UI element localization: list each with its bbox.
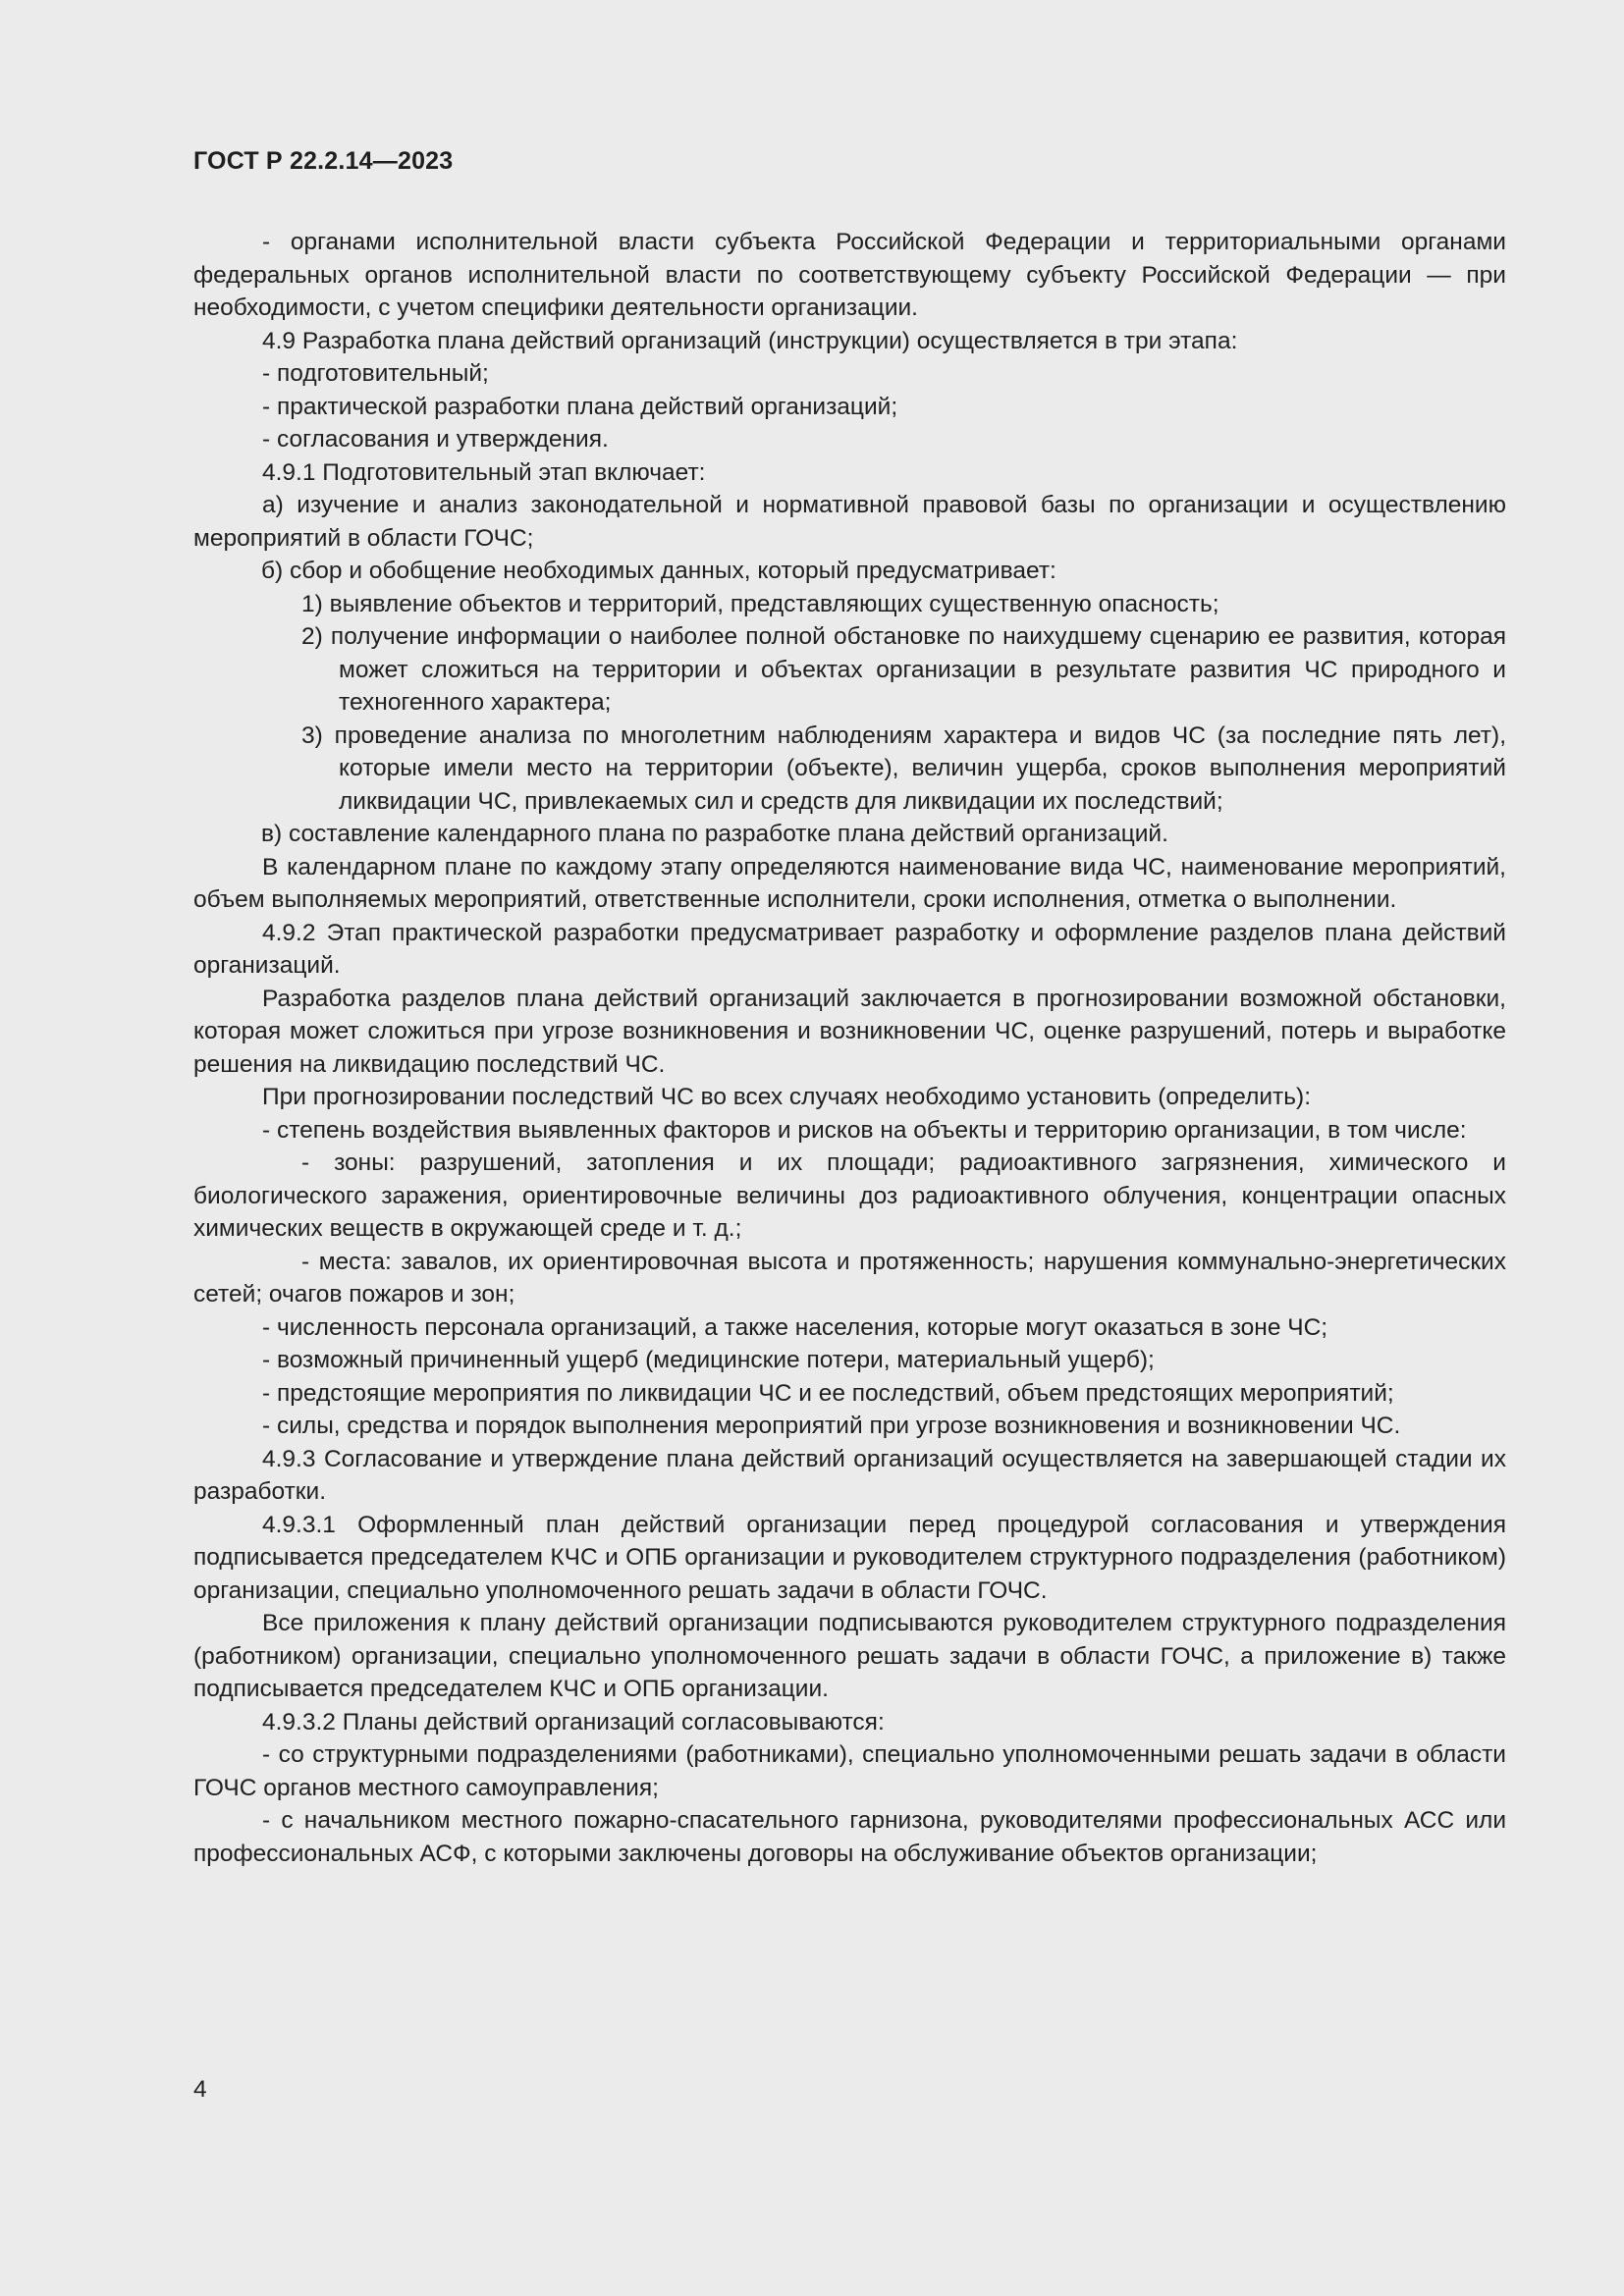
list-item: в) составление календарного плана по разработке плана действий организаций. xyxy=(261,821,1168,847)
list-item: б) сбор и обобщение необходимых данных, который предусматривает: xyxy=(261,558,1056,584)
paragraph: При прогнозировании последствий ЧС во всех случаях необходимо установить (определить): xyxy=(262,1084,1312,1110)
paragraph: Все приложения к плану действий организации подписываются руководителем структурного подразделения (работником) организации, специально уполномоченного решать задачи в области ГОЧС, а приложение в) также подписывается председателем КЧС и ОПБ организации. xyxy=(193,1610,1506,1702)
section-heading: 4.9 Разработка плана действий организаций (инструкции) осуществляется в три этапа: xyxy=(262,327,1238,354)
document-header: ГОСТ Р 22.2.14—2023 xyxy=(193,147,454,175)
list-item: - согласования и утверждения. xyxy=(262,426,609,453)
section-heading: 4.9.1 Подготовительный этап включает: xyxy=(262,458,706,486)
list-item: - степень воздействия выявленных факторов и рисков на объекты и территорию организации, в том числе: xyxy=(262,1116,1467,1144)
list-item: 3) проведение анализа по многолетним наблюдениям характера и видов ЧС (за последние пять лет), которые имели место на территории (объекте), величин ущерба, сроков выполнения мероприятий ликвидации ЧС, привлекаемых сил и средств для ликвидации их последствий; xyxy=(301,721,1506,815)
list-item: - численность персонала организаций, а также населения, которые могут оказаться в зоне ЧС; xyxy=(262,1313,1328,1341)
page-number: 4 xyxy=(193,2076,207,2103)
list-item: 2) получение информации о наиболее полной обстановке по наихудшему сценарию ее развития, которая может сложиться на территории и объектах организации в результате развития ЧС природного и техногенного характера; xyxy=(301,623,1506,716)
list-item: - места: завалов, их ориентировочная высота и протяженность; нарушения коммунально-энергетических сетей; очагов пожаров и зон; xyxy=(193,1248,1506,1308)
section-heading: 4.9.3.2 Планы действий организаций согласовываются: xyxy=(262,1708,885,1735)
paragraph: Разработка разделов плана действий организаций заключается в прогнозировании возможной обстановки, которая может сложиться при угрозе возникновения и возникновении ЧС, оценке разрушений, потерь и выработке решения на ликвидацию последствий ЧС. xyxy=(193,985,1506,1078)
list-item: - практической разработки плана действий организаций; xyxy=(262,393,898,420)
list-item: - с начальником местного пожарно-спасательного гарнизона, руководителями профессиональных АСС или профессиональных АСФ, с которыми заключены договоры на обслуживание объектов организации; xyxy=(193,1807,1506,1867)
list-item: а) изучение и анализ законодательной и нормативной правовой базы по организации и осуществлению мероприятий в области ГОЧС; xyxy=(193,492,1506,552)
paragraph: В календарном плане по каждому этапу определяются наименование вида ЧС, наименование мероприятий, объем выполняемых мероприятий, ответственные исполнители, сроки исполнения, отметка о выполнении. xyxy=(193,853,1506,913)
list-item: - со структурными подразделениями (работниками), специально уполномоченными решать задачи в области ГОЧС органов местного самоуправления; xyxy=(193,1741,1506,1801)
paragraph: - органами исполнительной власти субъекта Российской Федерации и территориальными органами федеральных органов исполнительной власти по соответствующему субъекту Российской Федерации — при необходимости, с учетом специфики деятельности организации. xyxy=(193,229,1506,321)
document-body xyxy=(193,226,1506,1870)
list-item: - возможный причиненный ущерб (медицинские потери, материальный ущерб); xyxy=(262,1347,1155,1373)
section-heading: 4.9.3.1 Оформленный план действий организации перед процедурой согласования и утверждения подписывается председателем КЧС и ОПБ организации и руководителем структурного подразделения (работником) организации, специально уполномоченного решать задачи в области ГОЧС. xyxy=(193,1511,1506,1604)
list-item: - предстоящие мероприятия по ликвидации ЧС и ее последствий, объем предстоящих мероприятий; xyxy=(262,1379,1394,1407)
list-item: - подготовительный; xyxy=(262,360,489,387)
list-item: - зоны: разрушений, затопления и их площади; радиоактивного загрязнения, химического и биологического заражения, ориентировочные величины доз радиоактивного облучения, концентрации опасных химических веществ в окружающей среде и т. д.; xyxy=(193,1149,1506,1242)
section-heading: 4.9.2 Этап практической разработки предусматривает разработку и оформление разделов плана действий организаций. xyxy=(193,919,1506,979)
section-heading: 4.9.3 Согласование и утверждение плана действий организаций осуществляется на завершающей стадии их разработки. xyxy=(193,1445,1506,1505)
list-item: - силы, средства и порядок выполнения мероприятий при угрозе возникновения и возникновении ЧС. xyxy=(262,1413,1401,1439)
list-item: 1) выявление объектов и территорий, представляющих существенную опасность; xyxy=(301,590,1219,617)
